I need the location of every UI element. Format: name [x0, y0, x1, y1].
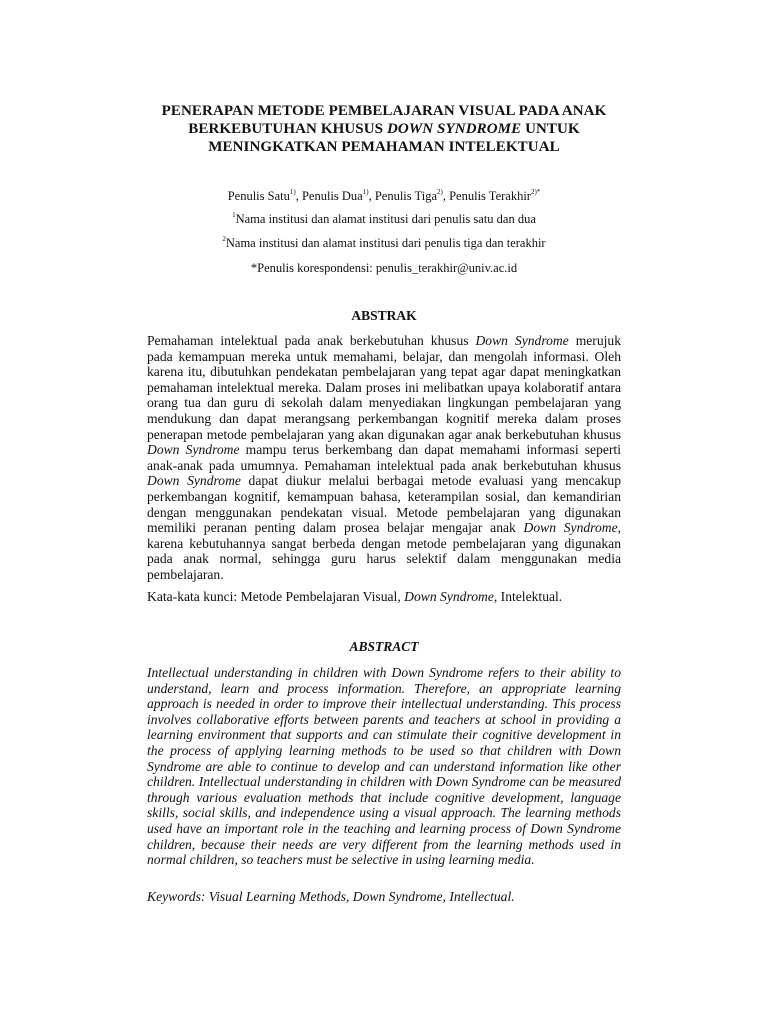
abstrak-paragraph: Pemahaman intelektual pada anak berkebutuhan khusus Down Syndrome merujuk pada kemampuan mereka untuk memahami, belajar, dan mengolah informasi. Oleh karena itu, dibutuhkan pendekatan pembelajaran yang tepat agar dapat meningkatkan pemahaman intelektual mereka. Dalam proses ini melibatkan upaya kolaboratif antara orang tua dan guru di sekolah dalam menyediakan lingkungan pembelajaran yang mendukung dan dapat merangsang perkembangan kognitif mereka dalam proses penerapan metode pembelajaran yang akan digunakan agar anak berkebutuhan khusus Down Syndrome mampu terus berkembang dan dapat memahami informasi seperti anak-anak pada umumnya. Pemahaman intelektual pada anak berkebutuhan khusus Down Syndrome dapat diukur melalui berbagai metode evaluasi yang mencakup perkembangan kognitif, kemampuan bahasa, keterampilan sosial, dan kemandirian dengan menggunakan pendekatan visual. Metode pembelajaran yang digunakan memiliki peranan penting dalam prosea belajar mengajar anak Down Syndrome, karena kebutuhannya sangat berbeda dengan metode pembelajaran yang digunakan pada anak normal, sehingga guru harus selektif dalam menggunakan media pembelajaran.: [147, 333, 622, 582]
author-2-affiliation-mark: 1): [362, 187, 369, 196]
abstract-heading: ABSTRACT: [349, 639, 419, 654]
author-1-affiliation-mark: 1): [289, 187, 296, 196]
affiliation-1: $^1$Nama institusi dan alamat institusi dari penulis satu dan dua: [232, 210, 536, 226]
title-italic-term: DOWN SYNDROME: [386, 121, 522, 137]
author-4: Penulis Terakhir: [449, 189, 531, 203]
title-line-1: PENERAPAN METODE PEMBELAJARAN VISUAL PADA ANAK: [161, 103, 607, 119]
title-line-2: BERKEBUTUHAN KHUSUS DOWN SYNDROME UNTUK: [188, 121, 580, 137]
correspondence-note: *Penulis korespondensi: penulis_terakhir@univ.ac.id: [250, 261, 518, 275]
kata-kunci-line: Kata-kata kunci: Metode Pembelajaran Visual, Down Syndrome, Intelektual.: [147, 589, 563, 604]
keywords-line: Keywords: Visual Learning Methods, Down Syndrome, Intellectual.: [147, 889, 515, 904]
title-line-3: MENINGKATKAN PEMAHAMAN INTELEKTUAL: [208, 139, 560, 155]
author-4-affiliation-mark: 2)*: [530, 187, 541, 196]
affiliation-2: $^2$Nama institusi dan alamat institusi dari penulis tiga dan terakhir: [222, 234, 546, 250]
author-1: Penulis Satu: [227, 189, 290, 203]
paper-title: [147, 102, 621, 156]
abstrak-heading: ABSTRAK: [351, 308, 417, 323]
abstract-paragraph: Intellectual understanding in children with Down Syndrome refers to their ability to understand, learn and process information. Therefore, an appropriate learning approach is needed in order to improve their intellectual understanding. This process involves collaborative efforts between parents and teachers at school in providing a learning environment that supports and can stimulate their cognitive development in the process of applying learning methods to be used so that children with Down Syndrome are able to continue to develop and can understand information like other children. Intellectual understanding in children with Down Syndrome can be measured through various evaluation methods that include cognitive development, language skills, social skills, and independence using a visual approach. The learning methods used have an important role in the teaching and learning process of Down Syndrome children, because their needs are very different from the learning methods used in normal children, so teachers must be selective in using learning media.: [147, 665, 621, 868]
author-list: Penulis Satu$^{1)}$, Penulis Dua$^{1)}$, Penulis Tiga$^{2)}$, Penulis Terakhir$^{2)*}$: [227, 187, 541, 203]
author-2: Penulis Dua: [301, 189, 363, 203]
author-3: Penulis Tiga: [374, 189, 437, 203]
author-3-affiliation-mark: 2): [437, 187, 443, 196]
